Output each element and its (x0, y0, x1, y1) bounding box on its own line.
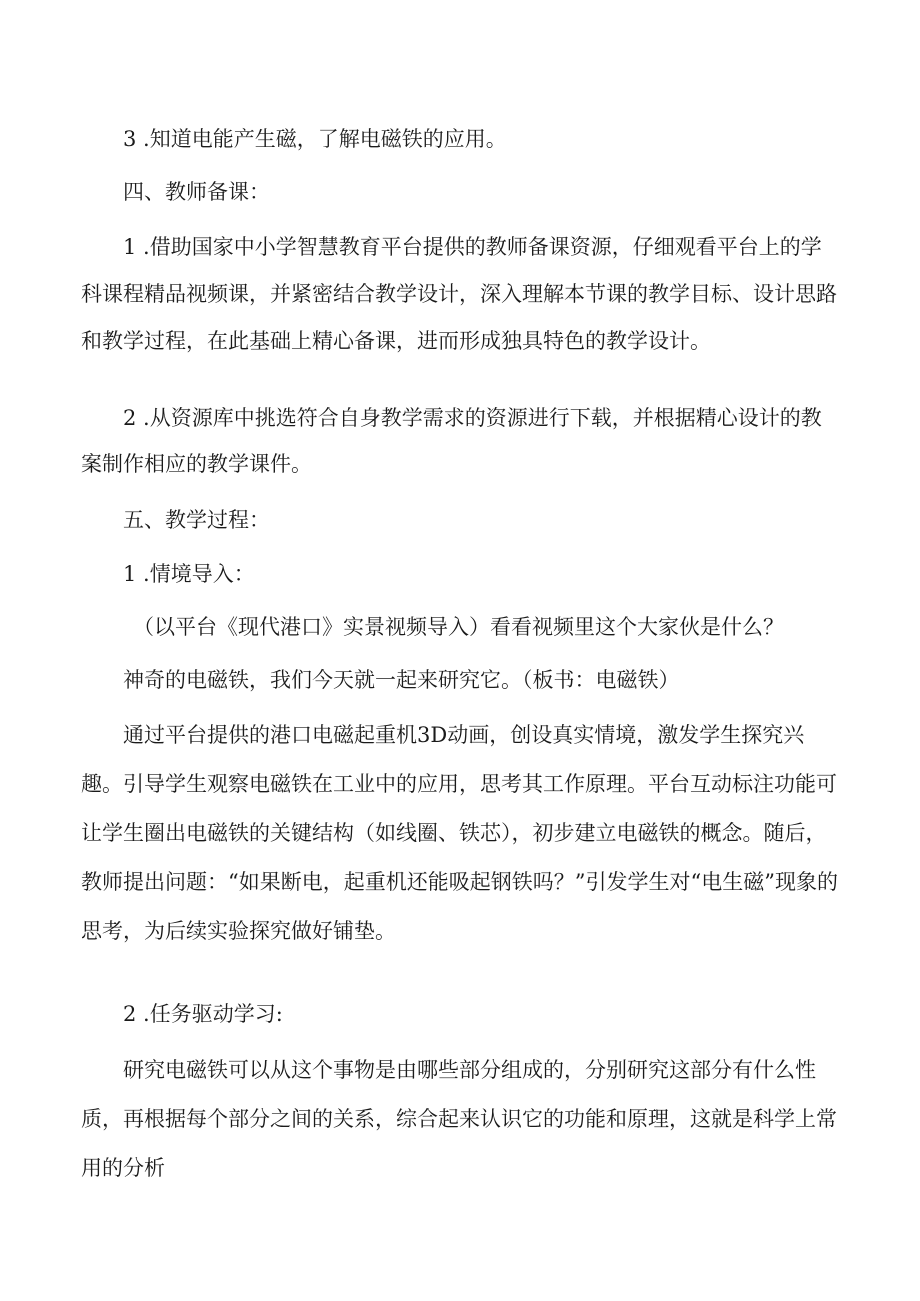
heading-teacher-preparation: 四、教师备课： (123, 180, 270, 204)
heading-task-driven: 2 .任务驱动学习: (123, 1002, 283, 1026)
paragraph-crane-animation: 通过平台提供的港口电磁起重机3D动画，创设真实情境，激发学生探究兴趣。引导学生观察电磁铁在工业中的应用，思考其工作原理。平台互动标注功能可让学生圈出电磁铁的关键结构（如线圈、铁芯），初步建立电磁铁的概念。随后，教师提出问题：“如果断电，起重机还能吸起钢铁吗？”引发学生对“电生磁”现象的思考，为后续实验探究做好铺垫。 (81, 723, 838, 943)
paragraph-preparation-2: 2 .从资源库中挑选符合自身教学需求的资源进行下载，并根据精心设计的教案制作相应的教学课件。 (81, 406, 822, 476)
paragraph-objective-3: 3 .知道电能产生磁，了解电磁铁的应用。 (123, 127, 507, 151)
paragraph-video-intro: （以平台《现代港口》实景视频导入）看看视频里这个大家伙是什么？ (133, 615, 784, 639)
paragraph-preparation-1: 1 .借助国家中小学智慧教育平台提供的教师备课资源，仔细观看平台上的学科课程精品视频课，并紧密结合教学设计，深入理解本节课的教学目标、设计思路和教学过程，在此基础上精心备课，进而形成独具特色的教学设计。 (81, 235, 837, 353)
heading-teaching-process: 五、教学过程： (123, 508, 270, 532)
paragraph-research-method: 研究电磁铁可以从这个事物是由哪些部分组成的，分别研究这部分有什么性质，再根据每个部分之间的关系，综合起来认识它的功能和原理，这就是科学上常用的分析 (81, 1058, 837, 1180)
paragraph-board-note: 神奇的电磁铁，我们今天就一起来研究它。（板书：电磁铁） (123, 668, 680, 692)
heading-situation-intro: 1 .情境导入： (123, 562, 255, 586)
